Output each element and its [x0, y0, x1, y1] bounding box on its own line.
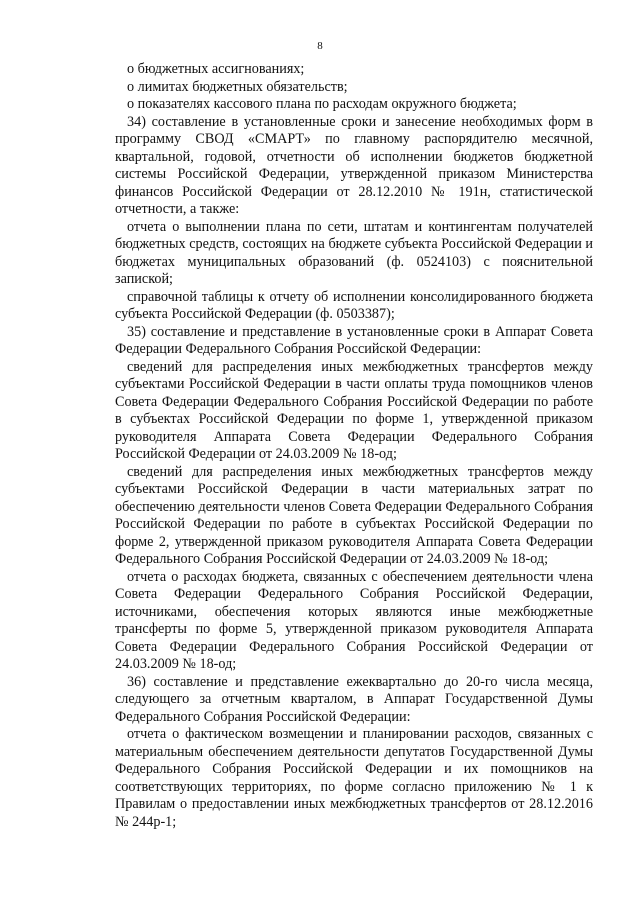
document-body	[115, 61, 593, 831]
paragraph-form-1-info: сведений для распределения иных межбюджетных трансфертов между субъектами Российской Федерации в части оплаты труда помощников членов Совета Федерации Федерального Собрания Российской Федерации по работе в субъектах Российской Федерации по форме 1, утвержденной приказом руководителя Аппарата Совета Федерации Федерального Собрания Российской Федерации от 24.03.2009 № 18-од;	[115, 358, 593, 462]
paragraph-item-34: 34) составление в установленные сроки и занесение необходимых форм в программу СВОД «СМАРТ» по главному распорядителю месячной, квартальной, годовой, отчетности об исполнении бюджетов бюджетной системы Российской Федерации, утвержденной приказом Министерства финансов Российской Федерации от 28.12.2010 № 191н, статистической отчетности, а также:	[115, 113, 593, 217]
paragraph-budget-obligation-limits: о лимитах бюджетных обязательств;	[127, 78, 348, 95]
paragraph-reimbursement-report: отчета о фактическом возмещении и планировании расходов, связанных с материальным обеспечением деятельности депутатов Государственной Думы Федерального Собрания Российской Федерации и их помощников на соответствующих территориях, по форме согласно приложению № 1 к Правилам о предоставлении иных межбюджетных трансфертов от 28.12.2016 № 244р-1;	[115, 726, 593, 830]
paragraph-report-network-staff: отчета о выполнении плана по сети, штатам и контингентам получателей бюджетных средств, состоящих на бюджете субъекта Российской Федерации и бюджетах муниципальных образований (ф. 0524103) с пояснительной запиской;	[115, 218, 593, 287]
paragraph-item-36: 36) составление и представление ежеквартально до 20-го числа месяца, следующего за отчетным кварталом, в Аппарат Государственной Думы Федерального Собрания Российской Федерации:	[115, 673, 593, 725]
paragraph-budget-allocations: о бюджетных ассигнованиях;	[127, 61, 305, 77]
paragraph-form-2-info: сведений для распределения иных межбюджетных трансфертов между субъектами Российской Федерации в части материальных затрат по обеспечению деятельности членов Совета Федерации Федерального Собрания Российской Федерации по работе в субъектах Российской Федерации по форме 2, утвержденной приказом руководителя Аппарата Совета Федерации Федерального Собрания Российской Федерации от 24.03.2009 № 18-од;	[115, 463, 593, 567]
paragraph-reference-table: справочной таблицы к отчету об исполнении консолидированного бюджета субъекта Российской Федерации (ф. 0503387);	[115, 288, 593, 322]
page-number: 8	[317, 40, 323, 52]
paragraph-form-5-report: отчета о расходах бюджета, связанных с обеспечением деятельности члена Совета Федерации Федерального Собрания Российской Федерации, источниками, обеспечения которых являются иные межбюджетные трансферты по форме 5, утвержденной приказом руководителя Аппарата Совета Федерации Федерального Собрания Российской Федерации от 24.03.2009 № 18-од;	[115, 568, 593, 672]
paragraph-item-35: 35) составление и представление в установленные сроки в Аппарат Совета Федерации Федерального Собрания Российской Федерации:	[115, 323, 593, 357]
paragraph-cash-plan-indicators: о показателях кассового плана по расходам окружного бюджета;	[127, 96, 517, 112]
